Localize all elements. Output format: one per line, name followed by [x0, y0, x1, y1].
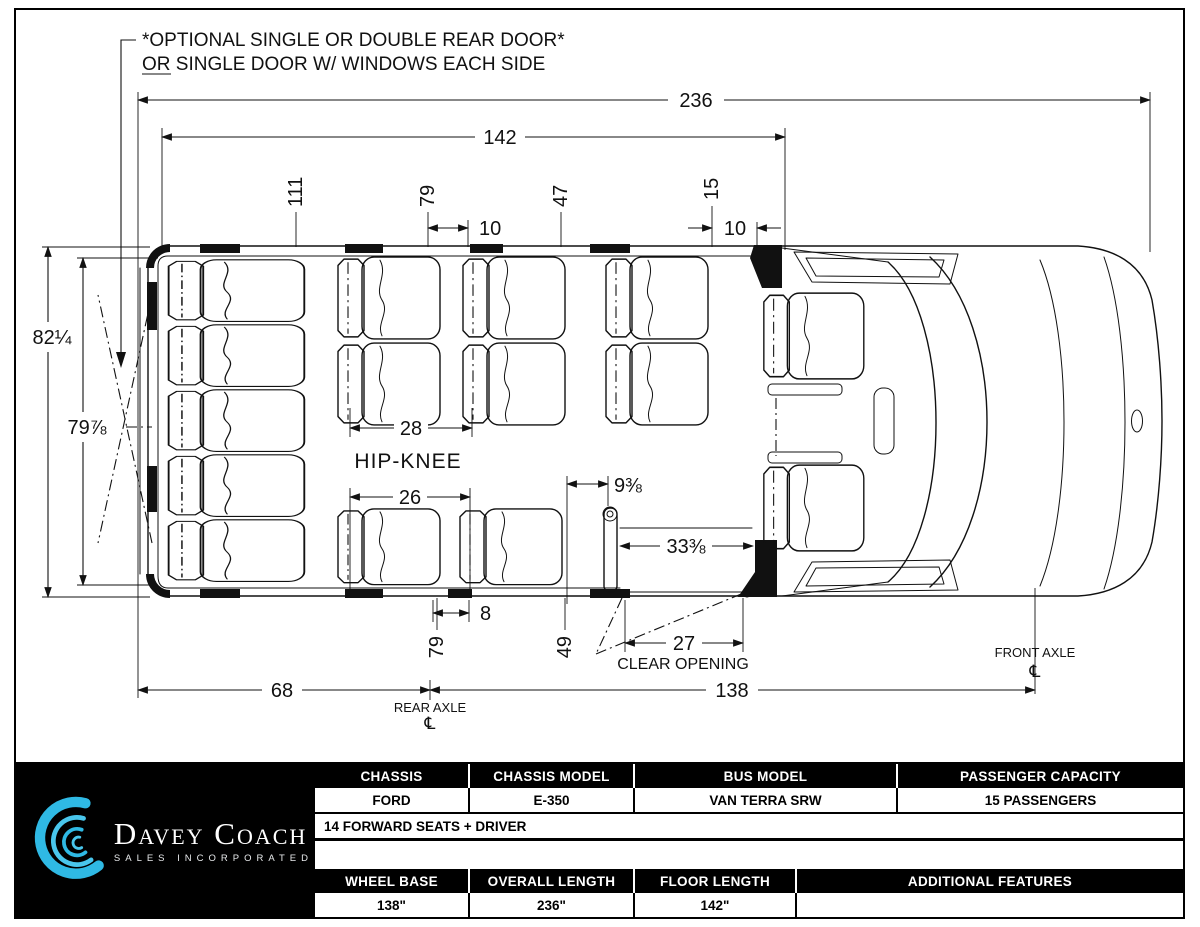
- rear-axle-label: REAR AXLE: [393, 700, 467, 715]
- davey-coach-logo: [17, 764, 313, 917]
- dim-overall-length: 236: [679, 90, 713, 112]
- dim-header-overall-length: OVERALL LENGTH: [468, 869, 633, 893]
- dim-value-overall-length: 236": [468, 893, 633, 917]
- dim-body-width: 82¼: [32, 327, 72, 349]
- spec-table: [15, 762, 1185, 919]
- clear-opening-label: CLEAR OPENING: [617, 656, 749, 673]
- front-axle-label: FRONT AXLE: [994, 645, 1076, 660]
- dim-10b: 10: [723, 218, 747, 240]
- spec-header-chassis: CHASSIS: [315, 764, 468, 788]
- spec-value-row: [315, 788, 1183, 812]
- dim-value-row: [315, 893, 1183, 917]
- dim-79-bottom: 79: [426, 636, 448, 659]
- optional-door-note-line2: OR SINGLE DOOR W/ WINDOWS EACH SIDE: [142, 54, 546, 75]
- spec-value-bus-model: VAN TERRA SRW: [633, 788, 896, 812]
- spec-value-chassis-model: E-350: [468, 788, 633, 812]
- spec-value-passenger-capacity: 15 PASSENGERS: [896, 788, 1183, 812]
- dim-8: 8: [480, 603, 492, 625]
- logo-swirl-icon: [25, 785, 112, 897]
- spec-header-row: [315, 764, 1183, 788]
- dim-header-floor-length: FLOOR LENGTH: [633, 869, 795, 893]
- spec-header-passenger-capacity: PASSENGER CAPACITY: [896, 764, 1183, 788]
- front-axle-centerline-symbol: ℄: [1029, 662, 1041, 682]
- seats-note: 14 FORWARD SEATS + DRIVER: [315, 812, 1183, 838]
- dim-value-wheel-base: 138": [315, 893, 468, 917]
- dim-111: 111: [285, 176, 307, 207]
- dim-15: 15: [701, 177, 723, 200]
- spec-header-chassis-model: CHASSIS MODEL: [468, 764, 633, 788]
- dim-value-floor-length: 142": [633, 893, 795, 917]
- dim-rear-overhang-68: 68: [270, 680, 294, 702]
- optional-door-note-line1: *OPTIONAL SINGLE OR DOUBLE REAR DOOR*: [142, 30, 565, 51]
- dim-10a: 10: [479, 218, 502, 240]
- dim-hip-knee-26: 26: [398, 487, 422, 509]
- dim-header-row: [315, 869, 1183, 893]
- rear-axle-centerline-symbol: ℄: [424, 714, 436, 734]
- dim-interior-width: 79⅞: [67, 417, 107, 439]
- hip-knee-label: HIP-KNEE: [354, 450, 462, 473]
- logo-tagline: SALES INCORPORATED: [113, 852, 313, 864]
- dim-9-38: 9⅜: [614, 475, 642, 497]
- dim-header-wheel-base: WHEEL BASE: [315, 869, 468, 893]
- dim-47: 47: [550, 184, 572, 207]
- logo-name: Davey Coach: [113, 815, 308, 851]
- dim-header-additional-features: ADDITIONAL FEATURES: [795, 869, 1183, 893]
- dim-value-additional-features: [795, 893, 1183, 917]
- spacer-row: [315, 838, 1183, 869]
- dim-floor-length: 142: [483, 127, 517, 149]
- spec-table-grid: [313, 764, 1183, 917]
- dim-49: 49: [554, 636, 576, 659]
- dim-79-top: 79: [417, 184, 439, 207]
- spec-value-chassis: FORD: [315, 788, 468, 812]
- dim-hip-knee-28: 28: [399, 418, 423, 440]
- dim-33-38: 33⅜: [666, 536, 706, 558]
- dim-wheelbase-138: 138: [715, 680, 749, 702]
- dim-clear-opening-27: 27: [672, 633, 696, 655]
- spec-header-bus-model: BUS MODEL: [633, 764, 896, 788]
